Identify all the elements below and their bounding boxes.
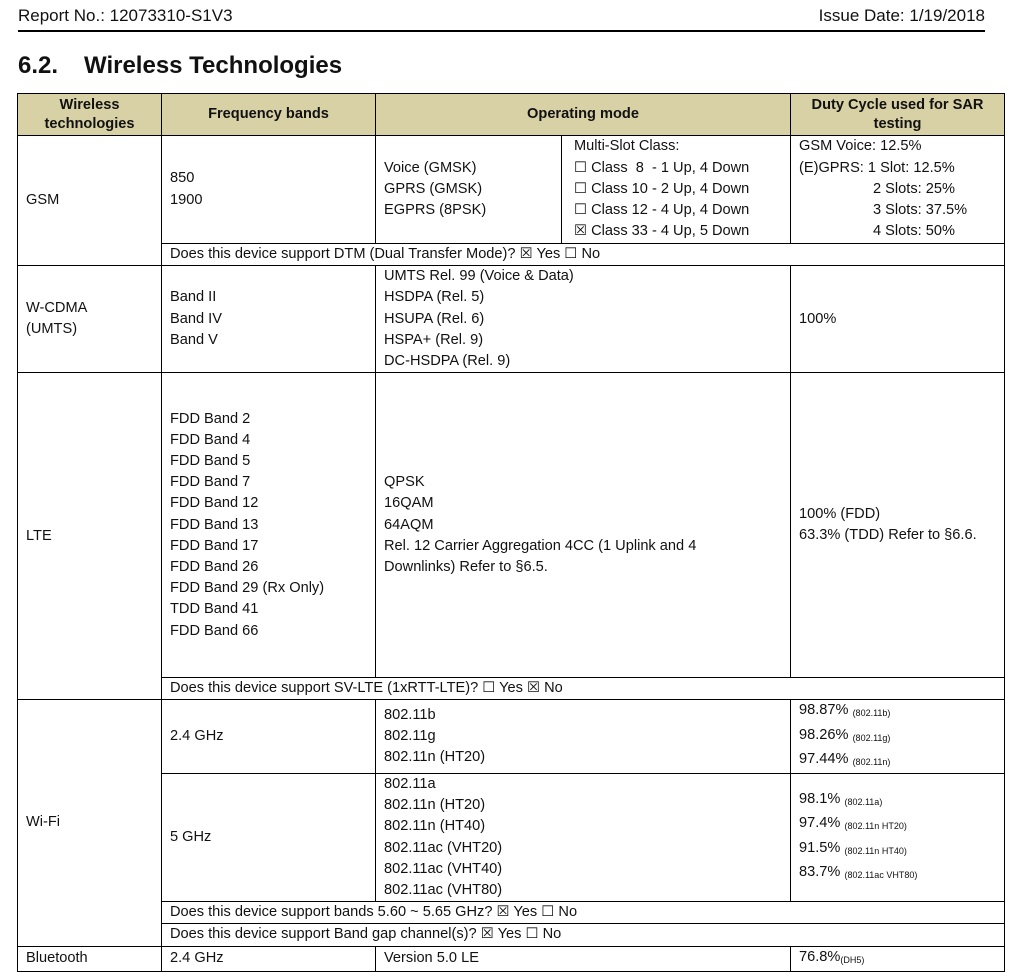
lte-row — [18, 373, 1005, 678]
list-item: 850 — [170, 170, 195, 187]
header-operating-mode: Operating mode — [376, 94, 791, 136]
list-item: QPSK — [384, 474, 425, 491]
list-item: FDD Band 66 — [170, 622, 259, 639]
list-item: 802.11b — [384, 706, 436, 723]
wifi-24-band-cell: 2.4 GHz — [162, 700, 376, 774]
section-heading — [18, 52, 342, 80]
section-number: 6.2. — [18, 52, 59, 79]
list-item: ☐ Class 10 - 2 Up, 4 Down — [574, 180, 750, 197]
issue-date: Issue Date: 1/19/2018 — [818, 6, 985, 25]
page-header — [18, 6, 985, 32]
list-item: EGPRS (8PSK) — [384, 202, 487, 219]
lte-tech-cell: LTE — [18, 373, 162, 700]
wifi-tech-cell: Wi-Fi — [18, 700, 162, 946]
list-item: 64AQM — [384, 516, 434, 533]
list-item: FDD Band 26 — [170, 559, 259, 576]
gsm-dtm-question: Does this device support DTM (Dual Transfer Mode)? ☒ Yes ☐ No — [162, 244, 1005, 266]
wifi-24-duty-cell — [791, 700, 1005, 774]
list-item: 97.44% (802.11n) — [799, 750, 891, 767]
list-item: FDD Band 29 (Rx Only) — [170, 580, 325, 597]
list-item: 97.4% (802.11n HT20) — [799, 815, 907, 832]
bluetooth-band-cell: 2.4 GHz — [162, 946, 376, 971]
multislot-label: Multi-Slot Class: — [574, 138, 680, 155]
list-item: 802.11n (HT40) — [384, 818, 486, 835]
list-item: 98.26% (802.11g) — [799, 726, 891, 743]
list-item: ☒ Class 33 - 4 Up, 5 Down — [574, 223, 750, 240]
list-item: FDD Band 5 — [170, 453, 251, 469]
lte-bands-cell — [162, 373, 376, 678]
list-item: Voice (GMSK) — [384, 159, 477, 176]
list-item: FDD Band 13 — [170, 516, 259, 533]
list-item: HSPA+ (Rel. 9) — [384, 331, 484, 348]
list-item: 802.11n (HT20) — [384, 797, 486, 814]
list-item: Band II — [170, 289, 217, 306]
gsm-row — [18, 136, 1005, 244]
list-item: 16QAM — [384, 495, 434, 512]
list-item: 802.11ac (VHT80) — [384, 882, 503, 899]
list-item: 83.7% (802.11ac VHT80) — [799, 863, 918, 880]
list-item: (E)GPRS: 1 Slot: 12.5% — [799, 159, 955, 176]
list-item: 91.5% (802.11n HT40) — [799, 839, 907, 856]
list-item: ☐ Class 12 - 4 Up, 4 Down — [574, 202, 750, 219]
wcdma-tech-cell: W-CDMA (UMTS) — [18, 266, 162, 373]
list-item: 98.1% (802.11a) — [799, 791, 883, 808]
wifi-5-band-cell: 5 GHz — [162, 774, 376, 902]
report-number: Report No.: 12073310-S1V3 — [18, 6, 233, 25]
wifi-gap-question: Does this device support Band gap channel(s)? ☒ Yes ☐ No — [162, 924, 1005, 946]
gsm-dtm-row — [18, 244, 1005, 266]
wifi-24-modes-cell — [376, 700, 791, 774]
header-duty-cycle: Duty Cycle used for SAR testing — [791, 94, 1005, 136]
wifi-5-duty-cell — [791, 774, 1005, 902]
wifi-band-question: Does this device support bands 5.60 ~ 5.65 GHz? ☒ Yes ☐ No — [162, 902, 1005, 924]
list-item: 802.11g — [384, 728, 436, 745]
list-item: 802.11n (HT20) — [384, 749, 486, 766]
list-item: FDD Band 12 — [170, 495, 259, 512]
wireless-technologies-table — [17, 93, 1005, 972]
lte-duty-cell — [791, 373, 1005, 678]
list-item: Band IV — [170, 310, 222, 327]
header-row — [18, 94, 1005, 136]
lte-svlte-question: Does this device support SV-LTE (1xRTT-LTE)? ☐ Yes ☒ No — [162, 678, 1005, 700]
wifi-q1-row — [18, 902, 1005, 924]
lte-modes-cell — [376, 373, 791, 678]
list-item: 100% (FDD) — [799, 506, 881, 523]
list-item: 4 Slots: 50% — [873, 223, 955, 240]
wifi-5-row — [18, 774, 1005, 902]
list-item: FDD Band 17 — [170, 537, 259, 554]
gsm-multislot-cell — [562, 136, 791, 244]
list-item: 63.3% (TDD) Refer to §6.6. — [799, 527, 977, 544]
bluetooth-duty-cell: 76.8%(DH5) — [791, 946, 1005, 971]
wcdma-row — [18, 266, 1005, 373]
gsm-modes-cell — [376, 136, 562, 244]
list-item: 802.11ac (VHT40) — [384, 860, 503, 877]
list-item: DC-HSDPA (Rel. 9) — [384, 353, 511, 370]
wcdma-bands-cell — [162, 266, 376, 373]
bluetooth-tech-cell: Bluetooth — [18, 946, 162, 971]
lte-svlte-row — [18, 678, 1005, 700]
wifi-24-row — [18, 700, 1005, 774]
list-item: Rel. 12 Carrier Aggregation 4CC (1 Uplink and 4 — [384, 537, 697, 554]
bluetooth-mode-cell: Version 5.0 LE — [376, 946, 791, 971]
list-item: 98.87% (802.11b) — [799, 702, 891, 719]
list-item: 1900 — [170, 191, 203, 208]
gsm-duty-cell — [791, 136, 1005, 244]
list-item: Band V — [170, 331, 218, 348]
wifi-q2-row — [18, 924, 1005, 946]
list-item: FDD Band 2 — [170, 410, 251, 427]
list-item: 3 Slots: 37.5% — [873, 202, 968, 219]
list-item: FDD Band 7 — [170, 474, 251, 491]
wifi-5-modes-cell — [376, 774, 791, 902]
list-item: HSDPA (Rel. 5) — [384, 289, 485, 306]
list-item: TDD Band 41 — [170, 601, 259, 618]
header-wireless-technologies: Wireless technologies — [18, 94, 162, 136]
list-item: FDD Band 4 — [170, 431, 251, 448]
list-item: GSM Voice: 12.5% — [799, 138, 922, 155]
header-frequency-bands: Frequency bands — [162, 94, 376, 136]
list-item: Downlinks) Refer to §6.5. — [384, 559, 548, 576]
list-item: 802.11a — [384, 776, 436, 793]
wcdma-duty-cell: 100% — [791, 266, 1005, 373]
list-item: HSUPA (Rel. 6) — [384, 310, 485, 327]
section-title: Wireless Technologies — [84, 52, 343, 79]
list-item: 802.11ac (VHT20) — [384, 839, 503, 856]
list-item: GPRS (GMSK) — [384, 180, 483, 197]
list-item: 2 Slots: 25% — [873, 180, 955, 197]
wcdma-modes-cell — [376, 266, 791, 373]
gsm-bands-cell — [162, 136, 376, 244]
list-item: ☐ Class 8 - 1 Up, 4 Down — [574, 159, 750, 176]
bluetooth-row — [18, 946, 1005, 971]
list-item: UMTS Rel. 99 (Voice & Data) — [384, 268, 574, 285]
gsm-tech-cell: GSM — [18, 136, 162, 266]
